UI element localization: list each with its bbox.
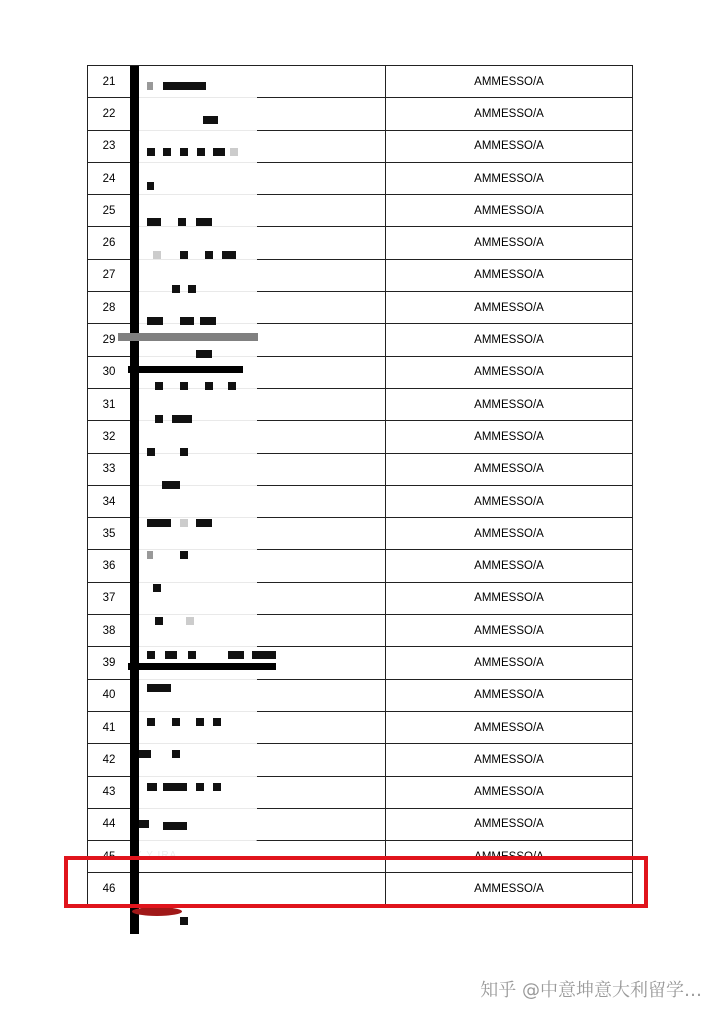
- redaction-pixel: [180, 917, 188, 925]
- redaction-pixel: [205, 382, 213, 390]
- admission-status: AMMESSO/A: [386, 841, 633, 873]
- row-number: 45: [88, 841, 131, 873]
- redaction-pixel: [147, 218, 161, 226]
- row-number: 32: [88, 421, 131, 453]
- redaction-bar: [128, 366, 243, 373]
- admission-status: AMMESSO/A: [386, 711, 633, 743]
- redaction-spine: [130, 66, 139, 934]
- row-number: 30: [88, 356, 131, 388]
- redaction-pixel: [153, 584, 161, 592]
- redaction-pixel: [228, 651, 244, 659]
- row-number: 44: [88, 808, 131, 840]
- admission-status: AMMESSO/A: [386, 615, 633, 647]
- redaction-pixel: [205, 251, 213, 259]
- admission-status: AMMESSO/A: [386, 227, 633, 259]
- redaction-pixel: [155, 382, 163, 390]
- redaction-pixel: [172, 415, 192, 423]
- redaction-pixel: [188, 285, 196, 293]
- redaction-mark: [132, 907, 182, 916]
- row-number: 31: [88, 388, 131, 420]
- row-number: 42: [88, 744, 131, 776]
- admission-status: AMMESSO/A: [386, 259, 633, 291]
- row-number: 24: [88, 162, 131, 194]
- admission-status: AMMESSO/A: [386, 292, 633, 324]
- redaction-pixel: [230, 148, 238, 156]
- admission-status: AMMESSO/A: [386, 679, 633, 711]
- redaction-pixel: [196, 350, 212, 358]
- row-number: 26: [88, 227, 131, 259]
- redaction-pixel: [178, 218, 186, 226]
- redaction-pixel: [163, 822, 187, 830]
- row-number: 23: [88, 130, 131, 162]
- row-number: 39: [88, 647, 131, 679]
- row-number: 38: [88, 615, 131, 647]
- redaction-pixel: [228, 382, 236, 390]
- redaction-pixel: [172, 718, 180, 726]
- row-number: 35: [88, 518, 131, 550]
- redaction-pixel: [180, 551, 188, 559]
- admission-status: AMMESSO/A: [386, 98, 633, 130]
- watermark: 知乎 @中意坤意大利留学…: [480, 980, 702, 1001]
- admission-status: AMMESSO/A: [386, 647, 633, 679]
- redaction-pixel: [139, 820, 149, 828]
- row-number: 46: [88, 873, 131, 905]
- row-number: 28: [88, 292, 131, 324]
- admission-status: AMMESSO/A: [386, 550, 633, 582]
- redaction-pixel: [165, 651, 177, 659]
- redaction-pixel: [200, 317, 216, 325]
- redaction-pixel: [172, 750, 180, 758]
- redaction-pixel: [155, 617, 163, 625]
- admission-status: AMMESSO/A: [386, 518, 633, 550]
- redaction-pixel: [213, 148, 225, 156]
- redaction-pixel: [180, 382, 188, 390]
- admission-status: AMMESSO/A: [386, 582, 633, 614]
- redaction-pixel: [139, 750, 151, 758]
- admission-status: AMMESSO/A: [386, 873, 633, 905]
- admission-status: AMMESSO/A: [386, 66, 633, 98]
- admission-status: AMMESSO/A: [386, 808, 633, 840]
- row-number: 43: [88, 776, 131, 808]
- row-number: 25: [88, 195, 131, 227]
- redaction-pixel: [196, 82, 206, 90]
- row-number: 40: [88, 679, 131, 711]
- redaction-pixel: [180, 519, 188, 527]
- redaction-pixel: [147, 651, 155, 659]
- redaction-pixel: [197, 148, 205, 156]
- admission-status: AMMESSO/A: [386, 388, 633, 420]
- redaction-pixel: [180, 148, 188, 156]
- highlight-box: [64, 856, 648, 908]
- admission-status: AMMESSO/A: [386, 324, 633, 356]
- admission-status: AMMESSO/A: [386, 195, 633, 227]
- row-number: 29: [88, 324, 131, 356]
- redaction-pixel: [252, 651, 276, 659]
- redaction-bar: [128, 663, 276, 670]
- row-number: 21: [88, 66, 131, 98]
- redaction-pixel: [163, 783, 187, 791]
- row-number: 22: [88, 98, 131, 130]
- redaction-pixel: [147, 551, 153, 559]
- redaction-pixel: [180, 317, 194, 325]
- row-number: 33: [88, 453, 131, 485]
- redaction-pixel: [196, 218, 212, 226]
- redaction-bar: [118, 333, 258, 341]
- redaction-pixel: [188, 651, 196, 659]
- admission-status: AMMESSO/A: [386, 421, 633, 453]
- redaction-pixel: [147, 182, 154, 190]
- redaction-pixel: [147, 783, 157, 791]
- redaction-pixel: [147, 448, 155, 456]
- redaction-pixel: [147, 82, 153, 90]
- redaction-pixel: [203, 116, 218, 124]
- admission-status: AMMESSO/A: [386, 356, 633, 388]
- redaction-pixel: [222, 251, 236, 259]
- redaction-pixel: [147, 718, 155, 726]
- redaction-pixel: [213, 783, 221, 791]
- admission-status: AMMESSO/A: [386, 744, 633, 776]
- redaction-pixel: [213, 718, 221, 726]
- redaction-pixel: [196, 718, 204, 726]
- redaction-pixel: [162, 481, 180, 489]
- redaction-pixel: [153, 251, 161, 259]
- redaction-pixel: [163, 148, 171, 156]
- redaction-pixel: [147, 317, 163, 325]
- admission-status: AMMESSO/A: [386, 453, 633, 485]
- redaction-pixel: [147, 684, 171, 692]
- row-number: 41: [88, 711, 131, 743]
- row-number: 36: [88, 550, 131, 582]
- redaction-pixel: [196, 783, 204, 791]
- admission-status: AMMESSO/A: [386, 162, 633, 194]
- row-number: 34: [88, 485, 131, 517]
- row-number: 27: [88, 259, 131, 291]
- redaction-pixel: [172, 285, 180, 293]
- redaction-pixel: [147, 148, 155, 156]
- redaction-pixel: [147, 519, 171, 527]
- admission-status: AMMESSO/A: [386, 485, 633, 517]
- redaction-pixel: [180, 448, 188, 456]
- redaction-cloud: [139, 66, 257, 866]
- redaction-pixel: [196, 519, 212, 527]
- redaction-pixel: [155, 415, 163, 423]
- redaction-pixel: [186, 617, 194, 625]
- redaction-pixel: [180, 251, 188, 259]
- row-number: 37: [88, 582, 131, 614]
- admission-status: AMMESSO/A: [386, 776, 633, 808]
- admission-status: AMMESSO/A: [386, 130, 633, 162]
